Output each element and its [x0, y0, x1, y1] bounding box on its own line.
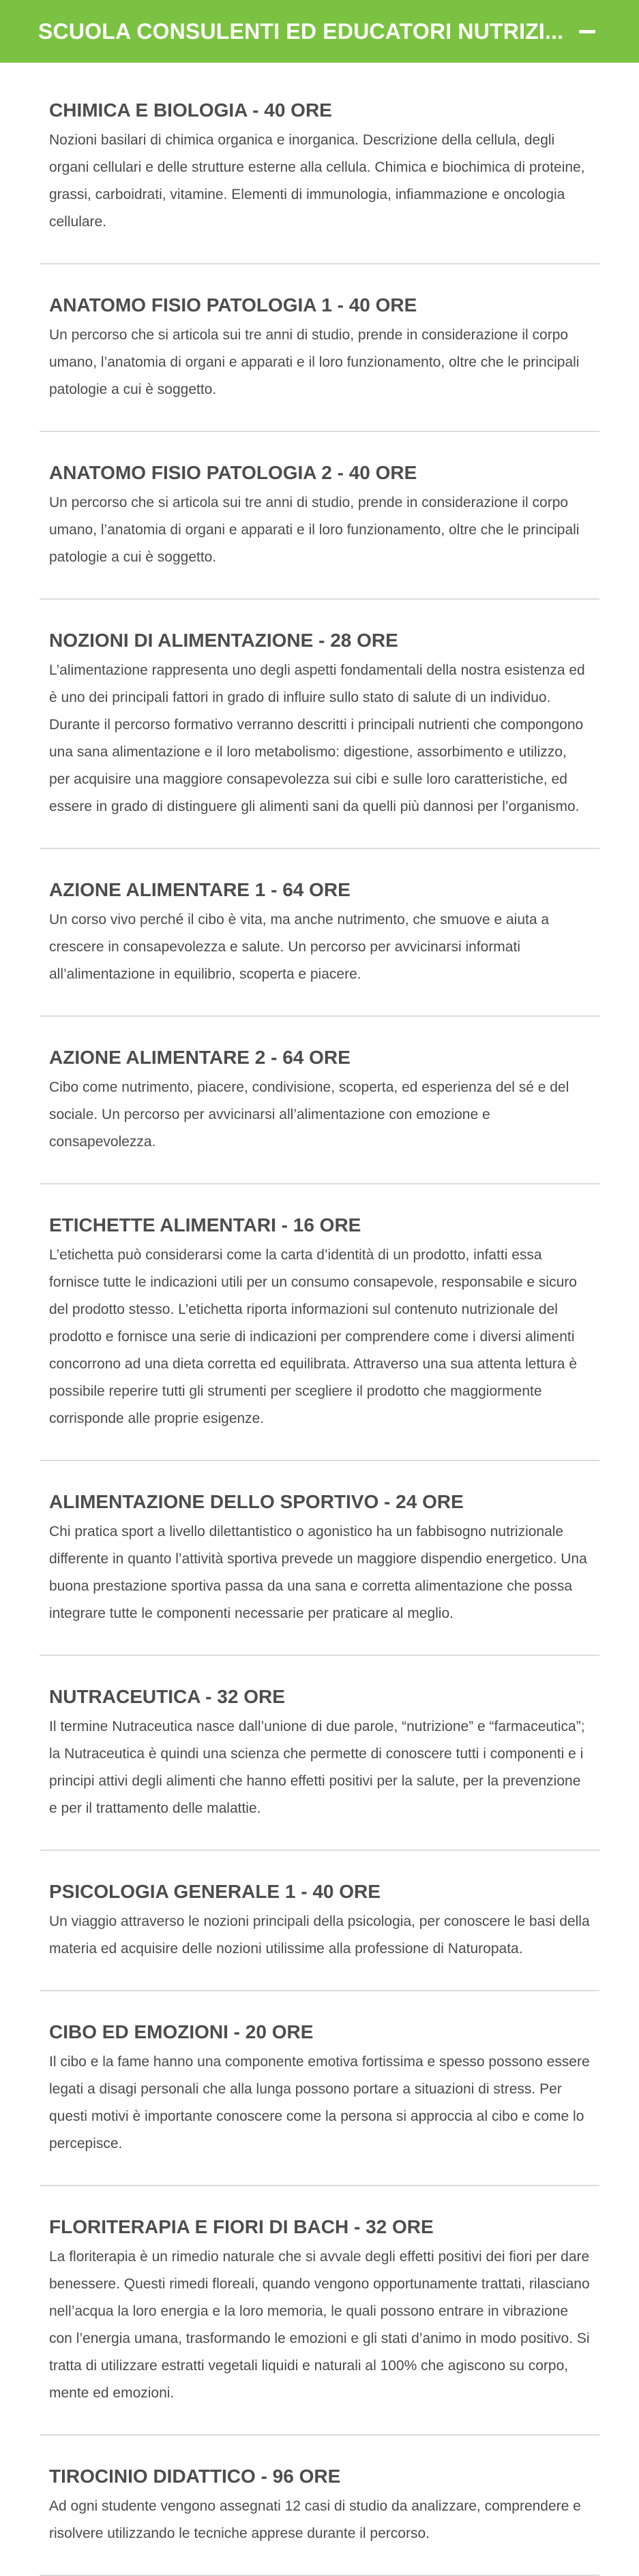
course-title: CHIMICA E BIOLOGIA - 40 ORE [49, 99, 332, 121]
course-item [40, 2464, 599, 2576]
course-item [40, 2020, 599, 2186]
course-item [40, 461, 599, 600]
course-item [40, 628, 599, 849]
course-description: Nozioni basilari di chimica organica e inorganica. Descrizione della cellula, degli organi cellulari e delle strutture esterne alla cellula. Chimica e biochimica di proteine, grassi, carboidrati, vitamine. Elementi di immunologia, infiammazione e oncologia cellulare. [49, 132, 585, 230]
course-item [40, 878, 599, 1017]
course-title: CIBO ED EMOZIONI - 20 ORE [49, 2021, 314, 2042]
course-description: Ad ogni studente vengono assegnati 12 casi di studio da analizzare, comprendere e risolvere utilizzando le tecniche apprese durante il percorso. [49, 2498, 581, 2541]
course-title: NOZIONI DI ALIMENTAZIONE - 28 ORE [49, 630, 398, 651]
course-item [40, 1213, 599, 1461]
course-item [40, 1685, 599, 1851]
course-title: TIROCINIO DIDATTICO - 96 ORE [49, 2466, 341, 2487]
course-description: Un corso vivo perché il cibo è vita, ma anche nutrimento, che smuove e aiuta a crescere in consapevolezza e salute. Un percorso per avvicinarsi informati all’alimentazione in equilibrio, scoperta e piacere. [49, 912, 550, 982]
course-description: La floriterapia è un rimedio naturale che si avvale degli effetti positivi dei fiori per dare benessere. Questi rimedi floreali, quando vengono opportunamente trattati, rilasciano nell’acqua la loro energia e la loro memoria, le quali possono entrare in vibrazione con l’energia umana, trasformando le emozioni e gli stati d’animo in modo positivo. Si tratta di utilizzare estratti vegetali liquidi e naturali al 100% che agiscono su corpo, mente ed emozioni. [49, 2249, 590, 2401]
course-item [40, 98, 599, 264]
course-title: ETICHETTE ALIMENTARI - 16 ORE [49, 1214, 361, 1236]
course-description: Il cibo e la fame hanno una componente emotiva fortissima e spesso possono essere legati a disagi personali che alla lunga possono portare a situazioni di stress. Per questi motivi è importante conoscere come la persona si approccia al cibo e come lo percepisce. [49, 2054, 590, 2151]
minus-icon[interactable] [576, 20, 598, 42]
course-description: L’alimentazione rappresenta uno degli aspetti fondamentali della nostra esistenza ed è uno dei principali fattori in grado di influire sullo stato di salute di un individuo. Durante il percorso formativo verranno descritti i principali nutrienti che compongono una sana alimentazione e il loro metabolismo: digestione, assorbimento e utilizzo, per acquisire una maggiore consapevolezza sui cibi e sulle loro caratteristiche, ed essere in grado di distinguere gli alimenti sani da quelli più dannosi per l’organismo. [49, 662, 585, 814]
course-item [40, 1045, 599, 1184]
course-title: ALIMENTAZIONE DELLO SPORTIVO - 24 ORE [49, 1491, 464, 1512]
minus-icon-bar [579, 30, 595, 33]
accordion-title[interactable]: SCUOLA CONSULENTI ED EDUCATORI NUTRIZI... [38, 18, 564, 44]
course-description: Chi pratica sport a livello dilettantistico o agonistico ha un fabbisogno nutrizionale differente in quanto l’attività sportiva prevede un maggiore dispendio energetico. Una buona prestazione sportiva passa da una sana e corretta alimentazione che possa integrare tutte le componenti necessarie per praticare al meglio. [49, 1524, 587, 1621]
course-list [0, 63, 639, 2576]
course-item [40, 293, 599, 432]
course-title: PSICOLOGIA GENERALE 1 - 40 ORE [49, 1881, 381, 1902]
course-description: L’etichetta può considerarsi come la carta d’identità di un prodotto, infatti essa fornisce tutte le indicazioni utili per un consumo consapevole, responsabile e sicuro del prodotto stesso. L’etichetta riporta informazioni sul contenuto nutrizionale del prodotto e fornisce una serie di indicazioni per comprendere come i diversi alimenti concorrono ad una dieta corretta ed equilibrata. Attraverso una sua attenta lettura è possibile reperire tutti gli strumenti per scegliere il prodotto che maggiormente corrisponde alle proprie esigenze. [49, 1247, 577, 1426]
course-description: Il termine Nutraceutica nasce dall’unione di due parole, “nutrizione” e “farmaceutica”; la Nutraceutica è quindi una scienza che permette di conoscere tutti i componenti e i principi attivi degli alimenti che hanno effetti positivi per la salute, per la prevenzione e per il trattamento delle malattie. [49, 1719, 585, 1816]
course-title: NUTRACEUTICA - 32 ORE [49, 1686, 285, 1707]
course-item [40, 1490, 599, 1656]
accordion-header[interactable] [0, 0, 639, 63]
course-title: ANATOMO FISIO PATOLOGIA 2 - 40 ORE [49, 462, 417, 483]
course-item [40, 2215, 599, 2436]
course-title: FLORITERAPIA E FIORI DI BACH - 32 ORE [49, 2216, 434, 2237]
course-title: ANATOMO FISIO PATOLOGIA 1 - 40 ORE [49, 294, 417, 316]
course-description: Un viaggio attraverso le nozioni principali della psicologia, per conoscere le basi della materia ed acquisire delle nozioni utilissime alla professione di Naturopata. [49, 1914, 590, 1957]
course-title: AZIONE ALIMENTARE 1 - 64 ORE [49, 879, 351, 900]
course-description: Un percorso che si articola sui tre anni di studio, prende in considerazione il corpo umano, l’anatomia di organi e apparati e il loro funzionamento, oltre che le principali patologie a cui è soggetto. [49, 327, 580, 397]
course-title: AZIONE ALIMENTARE 2 - 64 ORE [49, 1047, 351, 1068]
course-item [40, 1880, 599, 1991]
course-description: Un percorso che si articola sui tre anni di studio, prende in considerazione il corpo umano, l’anatomia di organi e apparati e il loro funzionamento, oltre che le principali patologie a cui è soggetto. [49, 495, 580, 565]
course-description: Cibo come nutrimento, piacere, condivisione, scoperta, ed esperienza del sé e del sociale. Un percorso per avvicinarsi all’alimentazione con emozione e consapevolezza. [49, 1079, 569, 1150]
